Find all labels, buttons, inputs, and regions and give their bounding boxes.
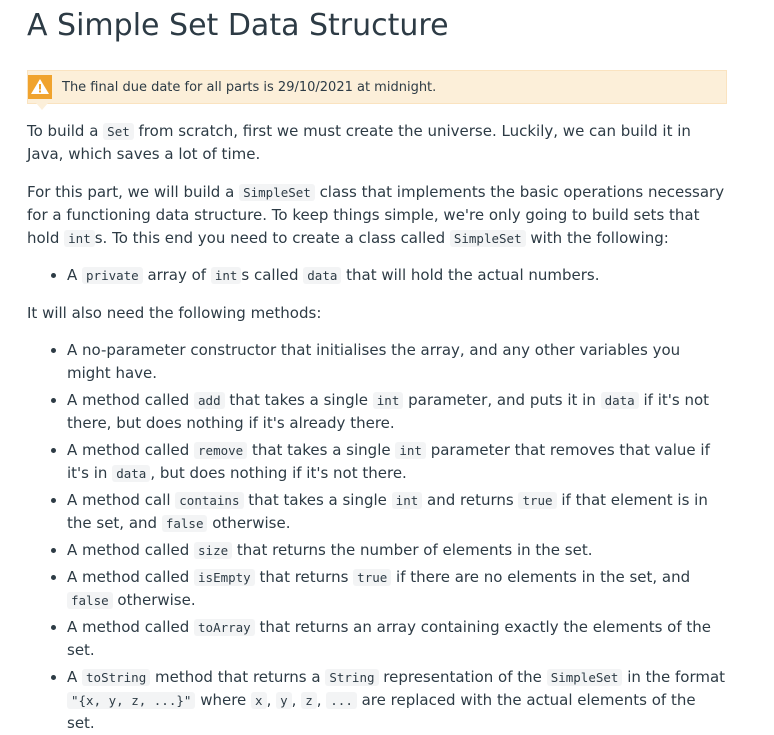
methods-list xyxy=(27,339,726,735)
list-item: • A method call contains that takes a single int and returns true if that element is in the set, and false otherwise. xyxy=(67,489,726,535)
list-item: • A method called isEmpty that returns true if there are no elements in the set, and false otherwise. xyxy=(67,566,726,612)
warning-icon xyxy=(28,75,52,99)
list-item: • A method called remove that takes a single int parameter that removes that value if it's in data , but does nothing if it's not there. xyxy=(67,439,726,485)
list-item: • A method called add that takes a single int parameter, and puts it in data if it's not there, but does nothing if it's already there. xyxy=(67,389,726,435)
fields-list xyxy=(27,264,726,287)
page-title: A Simple Set Data Structure xyxy=(27,8,449,43)
code-set: Set xyxy=(103,123,134,140)
code-simpleset: SimpleSet xyxy=(450,230,526,247)
methods-intro: It will also need the following methods: xyxy=(27,304,322,322)
list-item: • A method called toArray that returns an array containing exactly the elements of the set. xyxy=(67,616,726,662)
due-date-alert xyxy=(27,70,727,104)
simpleset-paragraph: For this part, we will build a SimpleSet class that implements the basic operations necessary for a functioning data structure. To keep things simple, we're only going to build sets that hold int s. To this end you need to create a class called SimpleSet with the following: xyxy=(27,183,725,247)
alert-text: The final due date for all parts is 29/10/2021 at midnight. xyxy=(62,79,437,95)
list-item: • A method called size that returns the number of elements in the set. xyxy=(67,539,726,562)
alert-notch xyxy=(36,103,48,110)
list-item: • A no-parameter constructor that initialises the array, and any other variables you might have. xyxy=(67,339,726,385)
list-item: • A private array of int s called data that will hold the actual numbers. xyxy=(67,264,726,287)
list-item: • A toString method that returns a String representation of the SimpleSet in the format "{x, y, z, ...}" where x , y , z , ... are replaced with the actual elements of the set. xyxy=(67,666,726,735)
intro-paragraph: To build a Set from scratch, first we must create the universe. Luckily, we can build it in Java, which saves a lot of time. xyxy=(27,122,691,163)
code-simpleset: SimpleSet xyxy=(239,184,315,201)
code-int: int xyxy=(64,230,95,247)
